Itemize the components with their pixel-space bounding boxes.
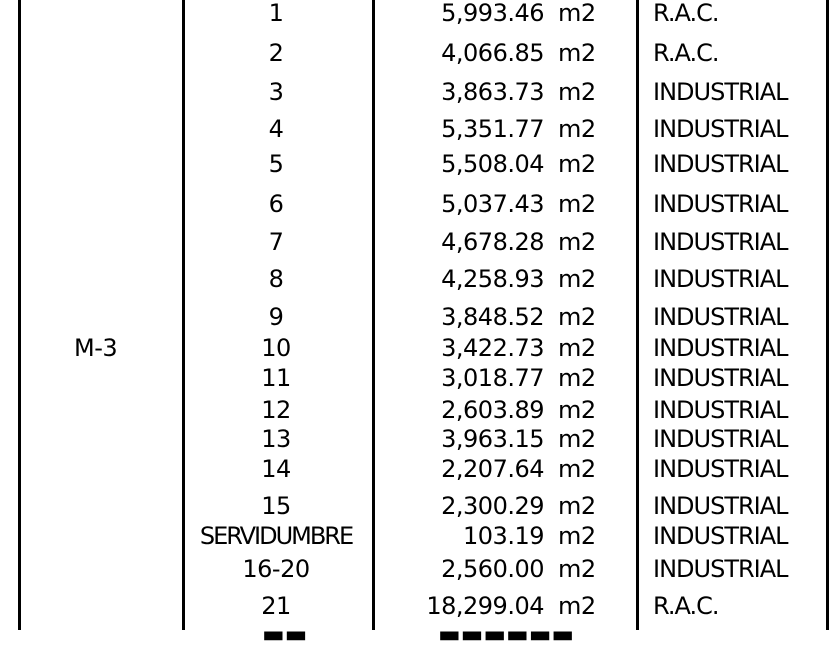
area-value: 2,560.00 [441, 555, 544, 583]
area-value: 5,508.04 [441, 150, 544, 178]
land-use: INDUSTRIAL [653, 78, 788, 106]
land-use: INDUSTRIAL [653, 303, 788, 331]
area-unit: m2 [558, 396, 596, 424]
area-value: 2,300.29 [441, 492, 544, 520]
land-use: INDUSTRIAL [653, 190, 788, 218]
area-unit: m2 [558, 0, 596, 27]
area-value: 4,678.28 [441, 228, 544, 256]
lot-number: 2 [268, 39, 284, 67]
lot-number: 7 [268, 228, 284, 256]
area-value: 103.19 [463, 522, 544, 550]
lot-number: 21 [261, 592, 291, 620]
area-unit: m2 [558, 150, 596, 178]
area-unit: m2 [558, 334, 596, 362]
lot-number: 10 [261, 334, 291, 362]
lot-number: 15 [261, 492, 291, 520]
lot-number: 12 [261, 396, 291, 424]
area-unit: m2 [558, 228, 596, 256]
area-unit: m2 [558, 39, 596, 67]
area-value: 4,066.85 [441, 39, 544, 67]
lot-number: 16-20 [242, 555, 310, 583]
area-value: 5,993.46 [441, 0, 544, 27]
land-use: INDUSTRIAL [653, 492, 788, 520]
area-unit: m2 [558, 492, 596, 520]
land-use: INDUSTRIAL [653, 396, 788, 424]
area-value: 3,863.73 [441, 78, 544, 106]
area-value: 3,963.15 [441, 425, 544, 453]
area-unit: m2 [558, 265, 596, 293]
land-use: R.A.C. [653, 592, 719, 620]
table-divider-lot [372, 0, 375, 630]
area-unit: m2 [558, 455, 596, 483]
lot-number: 6 [268, 190, 284, 218]
block-label: M-3 [74, 334, 118, 362]
partial-next-row-area: ▬▬▬▬▬▬ [438, 620, 575, 648]
area-value: 3,848.52 [441, 303, 544, 331]
area-value: 3,018.77 [441, 364, 544, 392]
area-value: 5,037.43 [441, 190, 544, 218]
land-use: INDUSTRIAL [653, 265, 788, 293]
area-unit: m2 [558, 115, 596, 143]
land-use: R.A.C. [653, 39, 719, 67]
lot-number: 13 [261, 425, 291, 453]
table-border-left [18, 0, 21, 630]
land-use: INDUSTRIAL [653, 425, 788, 453]
area-unit: m2 [558, 425, 596, 453]
land-use: INDUSTRIAL [653, 555, 788, 583]
area-unit: m2 [558, 364, 596, 392]
land-use: INDUSTRIAL [653, 334, 788, 362]
lot-number: 3 [268, 78, 284, 106]
table-divider-block [182, 0, 185, 630]
lot-number: 4 [268, 115, 284, 143]
lot-number: 9 [268, 303, 284, 331]
area-unit: m2 [558, 522, 596, 550]
land-use: INDUSTRIAL [653, 364, 788, 392]
area-value: 2,207.64 [441, 455, 544, 483]
lot-number: 14 [261, 455, 291, 483]
land-use: INDUSTRIAL [653, 522, 788, 550]
area-value: 2,603.89 [441, 396, 544, 424]
area-value: 4,258.93 [441, 265, 544, 293]
lot-number: 1 [268, 0, 284, 27]
lot-number: SERVIDUMBRE [199, 522, 353, 550]
table-border-right [826, 0, 829, 630]
partial-next-row: ▬▬ [262, 620, 308, 648]
area-value: 3,422.73 [441, 334, 544, 362]
area-unit: m2 [558, 78, 596, 106]
land-use: INDUSTRIAL [653, 228, 788, 256]
lot-number: 8 [268, 265, 284, 293]
land-use: INDUSTRIAL [653, 455, 788, 483]
area-value: 5,351.77 [441, 115, 544, 143]
land-use: INDUSTRIAL [653, 115, 788, 143]
area-unit: m2 [558, 190, 596, 218]
land-use: INDUSTRIAL [653, 150, 788, 178]
land-use: R.A.C. [653, 0, 719, 27]
lot-number: 11 [261, 364, 291, 392]
area-unit: m2 [558, 592, 596, 620]
area-unit: m2 [558, 555, 596, 583]
area-unit: m2 [558, 303, 596, 331]
lot-number: 5 [268, 150, 284, 178]
area-value: 18,299.04 [426, 592, 544, 620]
table-divider-area [636, 0, 639, 630]
